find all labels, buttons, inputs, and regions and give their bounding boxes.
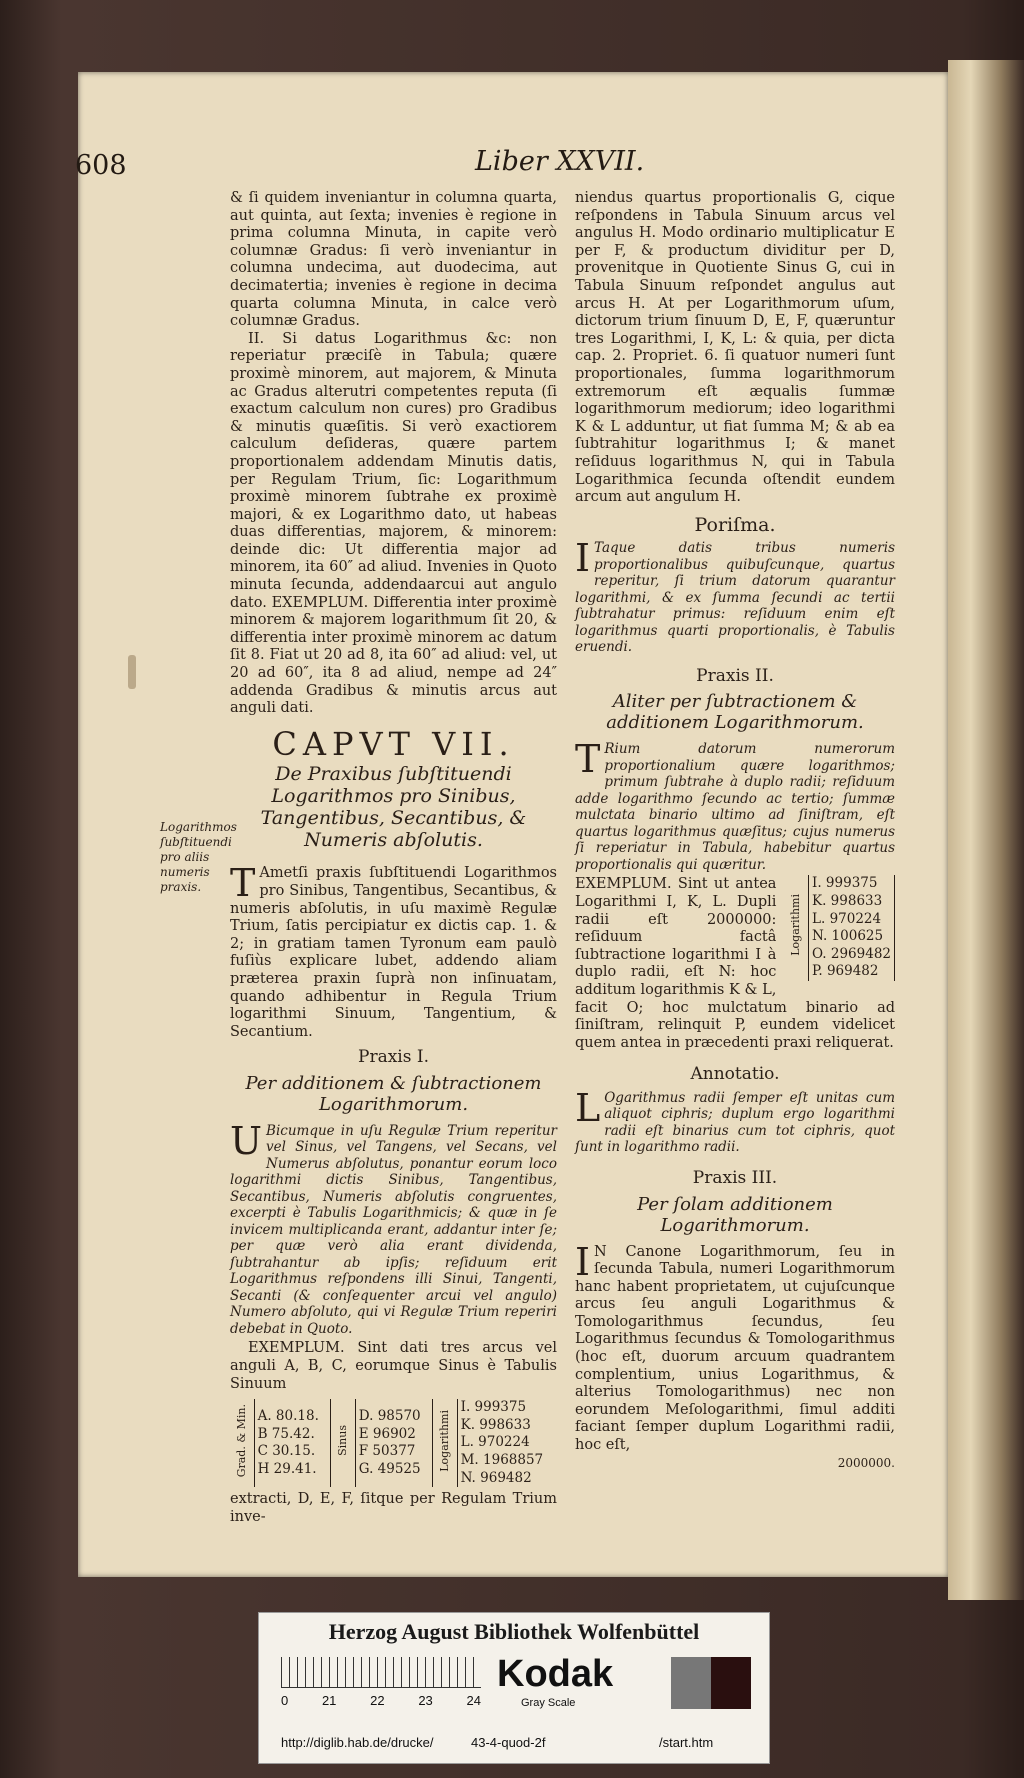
table-cell: K. 998633 — [460, 1416, 531, 1433]
facing-page-edge — [948, 60, 1024, 1600]
chapter-title: CAPVT VII. — [272, 724, 515, 763]
page-number: 608 — [75, 150, 127, 181]
paragraph: niendus quartus proportionalis G, cique reſpondens in Tabula Sinuum arcus vel angulus H. Modo ordinario multiplicatur E per F, & productum dividitur per D, provenitque in Quotiente Sinus G, cui in Tabula Sinuum reſpondet angulus aut arcus H. At per Logarithmorum uſum, dictorum trium ſinuum D, E, F, quæruntur tres Logarithmi, I, K, L: & quia, per dicta cap. 2. Propriet. 6. ſi quatuor numeri ſunt proportionales, ſumma logarithmorum extremorum eſt æqualis ſummæ logarithmorum mediorum; ideo logarithmi K & L adduntur, ut fiat ſumma M; & ab ea ſubtrahitur logarithmus I; & manet reſiduus logarithmus N, qui in Tabula Logarithmica ſecunda oſtendit eundem arcum aut angulum H. — [575, 190, 895, 506]
table-label: Grad. & Min. — [235, 1403, 248, 1478]
table-cell: E 96902 — [358, 1425, 416, 1442]
paragraph: L Ogarithmus radii ſemper eſt unitas cum aliquot ciphris; duplum ergo logarithmi radii eſt binarius cum tot ciphris, quot ſunt in logarithmo radii. — [575, 1085, 895, 1156]
table-cell: L. 970224 — [460, 1434, 530, 1451]
table-cell: F 50377 — [358, 1443, 416, 1460]
right-column — [575, 190, 895, 1472]
paragraph: extracti, D, E, F, ſitque per Regulam Trium inve- — [230, 1491, 557, 1525]
drop-cap: L — [575, 1085, 601, 1130]
start-link: /start.htm — [659, 1735, 714, 1750]
drop-cap: I — [575, 536, 591, 581]
table-cell: N. 100625 — [812, 928, 884, 945]
sine-table — [230, 1399, 557, 1487]
paragraph: T Ametſi praxis ſubſtituendi Logarithmos pro Sinibus, Tangentibus, Secantibus, & numeris abſolutis, in uſu maximè Regulæ Trium, ſatis percipiatur ex dictis cap. 1. & 2; in gratiam tamen Tyronum eam paulò fuſiùs explicare lubet, addendo aliam præterea praxin ſuprà non inſinuatam, quando adhibentur in Regula Trium logarithmi Sinuum, Tangentium, & Secantium. — [230, 861, 557, 1040]
table-cell: B 75.42. — [257, 1425, 315, 1442]
archive-label — [258, 1612, 770, 1764]
paragraph: T Rium datorum numerorum proportionalium quære logarithmos; primum ſubtrahe à duplo radii; reſiduum adde logarithmo ſecundo ac tertio; ſummæ mulctata binario ultimo ad ſiniſtram, eſt quartus logarithmus quæſitus; cujus numerus ſi reperiatur in Tabula, habebitur quartus proportionalis qui quæritur. — [575, 737, 895, 873]
shelfmark: 43-4-quod-2f — [471, 1735, 546, 1750]
paragraph: I N Canone Logarithmorum, ſeu in ſecunda Tabula, numeri Logarithmorum hanc habent proprietatem, ut cujuſcunque arcus ſeu anguli Logarithmus & Tomologarithmus ſecundus, ſeu Logarithmus ſecundus & Tomologarithmus (hoc eſt, duorum arcuum quadrantem complentium, unius Logarithmus, & alterius Tomologarithmus) nec non eorundem Meſologarithmi, ſimul additi faciant ſemper duplum Logarithmi radii, hoc eſt, — [575, 1239, 895, 1454]
table-cell: H 29.41. — [257, 1460, 317, 1477]
catchword: 2000000. — [837, 1455, 895, 1470]
paragraph: & ſi quidem inveniantur in columna quarta, aut quinta, aut ſexta; invenies è regione in prima columna Minuta, in capite verò columnæ Gradus: ſi verò inveniantur in columna undecima, aut duodecima, aut decimatertia; invenies è regione in decima quarta columna Minuta, in calce verò columnæ Gradus. — [230, 190, 557, 330]
gray-swatch — [671, 1657, 711, 1709]
gray-scale-label: Gray Scale — [521, 1697, 576, 1709]
paragraph: EXEMPLUM. Sint dati tres arcus vel anguli A, B, C, eorumque Sinus è Tabulis Sinuum — [230, 1340, 557, 1392]
section-title: Praxis I. — [358, 1047, 429, 1068]
logarithm-table — [784, 875, 895, 981]
table-label: Logarithmi — [438, 1409, 452, 1472]
table-cell: O. 2969482 — [812, 945, 891, 962]
ruler-scale — [281, 1657, 481, 1688]
url-text: http://diglib.hab.de/drucke/ — [281, 1735, 434, 1750]
ruler-number: 24 — [466, 1693, 481, 1708]
ruler-number: 23 — [418, 1693, 433, 1708]
ruler-number: 22 — [370, 1693, 385, 1708]
drop-cap: U — [230, 1118, 263, 1163]
drop-cap: T — [230, 861, 256, 906]
table-cell: L. 970224 — [812, 910, 882, 927]
section-subtitle: Per additionem & ſubtractionem Logarithmorum. — [245, 1072, 542, 1115]
ruler-number: 21 — [321, 1693, 337, 1708]
ruler-numbers — [281, 1693, 481, 1708]
section-title: Poriſma. — [694, 513, 776, 536]
table-label: Sinus — [336, 1424, 350, 1456]
table-cell: N. 969482 — [460, 1469, 532, 1486]
paragraph: EXEMPLUM. Sint ut antea Logarithmi I, K, L. Dupli radii eſt 2000000: reſiduum factâ ſubtractione logarithmi I à duplo radii, eſt N: hoc additum logarithmis K & L, facit O; hoc mulctatum binario ad ſiniſtram, relinquit P, eundem videlicet quem antea in præcedenti praxi reliquerat. — [575, 876, 895, 1051]
library-name: Herzog August Bibliothek Wolfenbüttel — [328, 1619, 700, 1644]
table-cell: A. 80.18. — [257, 1408, 319, 1425]
drop-cap: I — [575, 1239, 591, 1284]
paragraph: II. Si datus Logarithmus &c: non reperiatur præciſè in Tabula; quære proximè minorem, aut majorem, & Minuta ac Gradus alterutri competentes reputa (ſi exactum calculum non cures) pro Gradibus & minutis quæſitis. Si verò exactiorem calculum deſideras, quære partem proportionalem addendam Minutis datis, per Regulam Trium, ſic: Logarithmum proximè minorem ſubtrahe ex proximè majori, & ex Logarithmo dato, ut habeas duas differentias, majorem, & minorem: deinde dic: Ut differentia major ad minorem, ita 60″ ad aliud. Invenies in Quoto minuta ſecunda, addendaarcui aut angulo dato. EXEMPLUM. Differentia inter proximè minorem & majorem logarithmum ſit 20, & differentia inter proximè minorem ac datum ſit 8. Fiat ut 20 ad 8, ita 60″ ad aliud: vel, ut 20 ad 60″, ita 8 ad aliud, nempe ad 24″ addenda Gradibus & minutis arcus aut anguli dati. — [230, 330, 557, 717]
left-column — [230, 190, 557, 1526]
ruler-number: 0 — [281, 1693, 289, 1708]
table-cell: M. 1968857 — [460, 1452, 544, 1468]
section-title: Praxis III. — [692, 1167, 778, 1188]
kodak-logo: Kodak — [497, 1653, 614, 1695]
paragraph: I Taque datis tribus numeris proportionalibus quibuſcunque, quartus reperitur, ſi trium datorum quarantur logarithmi, & ex ſumma ſecundi ac tertii ſubtrahatur primus: reſiduum enim eſt logarithmus quarti proportionalis, è Tabulis eruendi. — [575, 536, 895, 656]
table-cell: D. 98570 — [358, 1408, 421, 1425]
paragraph: U Bicumque in uſu Regulæ Trium reperitur vel Sinus, vel Tangens, vel Secans, vel Numerus abſolutus, ponantur eorum loco logarithmi dictis Sinibus, Tangentibus, Secantibus, Numeris abſolutis congruentes, excerpti è Tabulis Logarithmicis; & quæ in ſe invicem multiplicanda erant, addantur inter ſe; per quæ verò alia erant dividenda, ſubtrahantur ab ipſis; reſiduum erit Logarithmus reſpondens illi Sinui, Tangenti, Secanti (& conſequenter arcui vel angulo) Numero abſoluto, qui vi Regulæ Trium reperiri debebat in Quoto. — [230, 1118, 557, 1337]
table-cell: I. 999375 — [460, 1399, 527, 1416]
drop-cap: T — [575, 737, 601, 782]
table-cell: K. 998633 — [812, 892, 883, 909]
chapter-subtitle: De Praxibus ſubſtituendi Logarithmos pro Sinibus, Tangentibus, Secantibus, & Numeris abſolutis. — [260, 763, 527, 852]
table-cell: P. 969482 — [812, 963, 879, 980]
table-cell: C 30.15. — [257, 1443, 316, 1460]
table-cell: I. 999375 — [812, 875, 878, 892]
binding-mark — [128, 655, 136, 689]
running-head: Liber XXVII. — [475, 146, 645, 177]
section-subtitle: Per ſolam additionem Logarithmorum. — [637, 1193, 833, 1236]
dark-swatch — [711, 1657, 751, 1709]
margin-note: Logarithmos ſubſtituendi pro aliis numeris praxis. — [160, 820, 237, 894]
section-subtitle: Aliter per ſubtractionem & additionem Logarithmorum. — [606, 691, 864, 734]
section-title: Annotatio. — [690, 1064, 780, 1085]
table-label: Logarithmi — [789, 894, 803, 957]
table-cell: G. 49525 — [358, 1460, 421, 1477]
section-title: Praxis II. — [696, 665, 774, 686]
